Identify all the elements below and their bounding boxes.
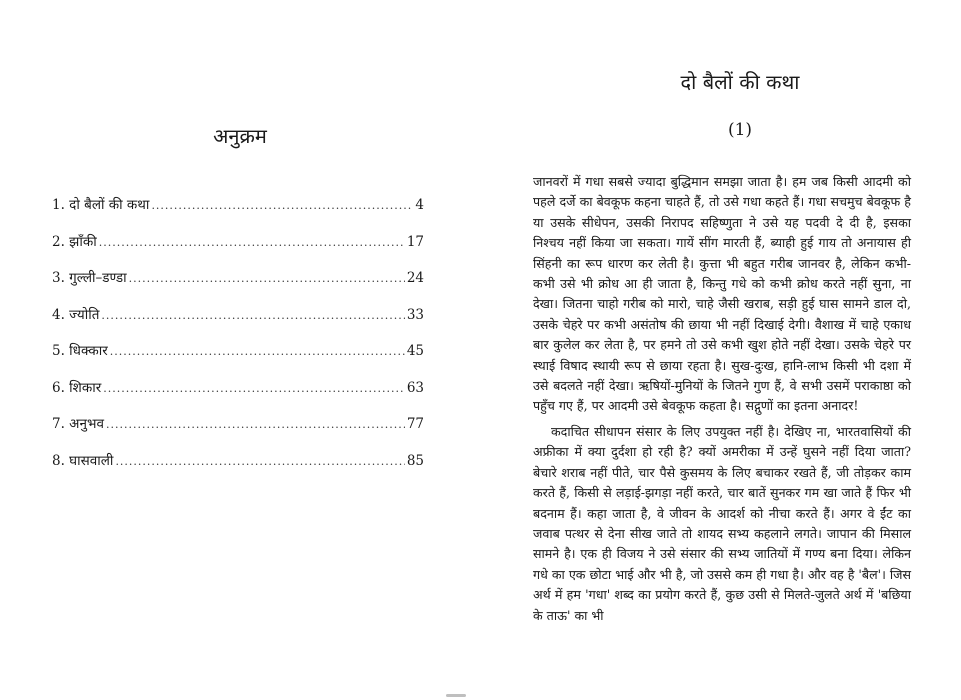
toc-entry-page-number: 45 xyxy=(406,343,424,359)
toc-entry[interactable] xyxy=(52,305,424,342)
toc-heading: अनुक्रम xyxy=(213,124,267,148)
story-paragraph: जानवरों में गधा सबसे ज्यादा बुद्धिमान समझा जाता है। हम जब किसी आदमी को पहले दर्जे का बेवकूफ कहना चाहते हैं, तो उसे गधा कहते हैं। गधा सचमुच बेवकूफ है या उसके सीधेपन, उसकी निरापद सहिष्णुता ने उसे यह पदवी दे दी है, इसका निश्चय नहीं किया जा सकता। गायें सींग मारती हैं, ब्याही हुई गाय तो अनायास ही सिंहनी का रूप धारण कर लेती है। कुत्ता भी बहुत गरीब जानवर है, लेकिन कभी-कभी उसे भी क्रोध आ ही जाता है, किन्तु गधे को कभी क्रोध करते नहीं सुना, ना देखा। जितना चाहो गरीब को मारो, चाहे जैसी खराब, सड़ी हुई घास सामने डाल दो, उसके चेहरे पर कभी असंतोष की छाया भी नहीं दिखाई देगी। वैशाख में चाहे एकाध बार कुलेल कर लेता है, पर हमने तो उसे कभी खुश होते नहीं देखा। उसके चेहरे पर स्थाई विषाद स्थायी रूप से छाया रहता है। सुख-दुःख, हानि-लाभ किसी भी दशा में उसे बदलते नहीं देखा। ऋषियों-मुनियों के जितने गुण हैं, वे सभी उसमें पराकाष्ठा को पहुँच गए हैं, पर आदमी उसे बेवकूफ कहता है। सद्गुणों का इतना अनादर! xyxy=(533,174,911,414)
toc-entry-title: 1. दो बैलों की कथा xyxy=(52,197,150,213)
toc-entry-page-number: 24 xyxy=(406,270,424,286)
toc-entry-page-number: 77 xyxy=(406,416,424,432)
toc-entry-title: 7. अनुभव xyxy=(52,416,104,432)
toc-entry[interactable] xyxy=(52,341,424,378)
toc-entry-page-number: 85 xyxy=(406,452,424,469)
toc-leader-dots xyxy=(99,236,405,249)
toc-entry-title: 4. ज्योति xyxy=(52,306,100,323)
toc-leader-dots xyxy=(151,199,413,212)
toc-list xyxy=(52,195,424,487)
toc-entry-title: 6. शिकार xyxy=(52,379,102,396)
toc-entry[interactable] xyxy=(52,414,424,451)
toc-leader-dots xyxy=(101,309,404,322)
toc-entry-title: 2. झाँकी xyxy=(52,233,97,250)
toc-entry[interactable] xyxy=(52,232,424,269)
toc-leader-dots xyxy=(103,382,405,395)
toc-entry[interactable] xyxy=(52,378,424,415)
toc-entry-page-number: 63 xyxy=(406,379,424,396)
left-page xyxy=(0,0,480,700)
toc-entry-page-number: 33 xyxy=(406,306,424,323)
toc-entry[interactable] xyxy=(52,268,424,305)
story-body xyxy=(533,172,911,626)
page-fold-mark xyxy=(446,694,466,697)
story-paragraph: कदाचित सीधापन संसार के लिए उपयुक्त नहीं है। देखिए ना, भारतवासियों की अफ्रीका में क्या दुर्दशा हो रही है? क्यों अमरीका में उन्हें घुसने नहीं दिया जाता? बेचारे शराब नहीं पीते, चार पैसे कुसमय के लिए बचाकर रखते हैं, जी तोड़कर काम करते हैं, किसी से लड़ाई-झगड़ा नहीं करते, चार बातें सुनकर गम खा जाते हैं फिर भी बदनाम हैं। कहा जाता है, वे जीवन के आदर्श को नीचा करते हैं। अगर वे ईंट का जवाब पत्थर से देना सीख जाते तो शायद सभ्य कहलाने लगते। जापान की मिसाल सामने है। एक ही विजय ने उसे संसार की सभ्य जातियों में गण्य बना दिया। लेकिन गधे का एक छोटा भाई और भी है, जो उससे कम ही गधा है। और वह है 'बैल'। जिस अर्थ में हम 'गधा' शब्द का प्रयोग करते हैं, कुछ उसी से मिलते-जुलते अर्थ में 'बछिया के ताऊ' का भी xyxy=(533,423,911,623)
toc-leader-dots xyxy=(129,272,405,285)
story-title: दो बैलों की कथा xyxy=(680,70,800,94)
toc-entry-page-number: 4 xyxy=(415,197,424,213)
toc-leader-dots xyxy=(110,345,405,358)
toc-entry-title: 8. घासवाली xyxy=(52,452,114,469)
chapter-number: (1) xyxy=(727,120,753,140)
right-page xyxy=(480,0,961,700)
toc-entry-title: 3. गुल्ली–डण्डा xyxy=(52,270,127,286)
toc-entry-title: 5. धिक्कार xyxy=(52,343,108,359)
toc-entry[interactable] xyxy=(52,195,424,232)
toc-entry[interactable] xyxy=(52,451,424,488)
toc-leader-dots xyxy=(106,418,405,431)
toc-entry-page-number: 17 xyxy=(406,233,424,250)
toc-leader-dots xyxy=(115,455,404,468)
